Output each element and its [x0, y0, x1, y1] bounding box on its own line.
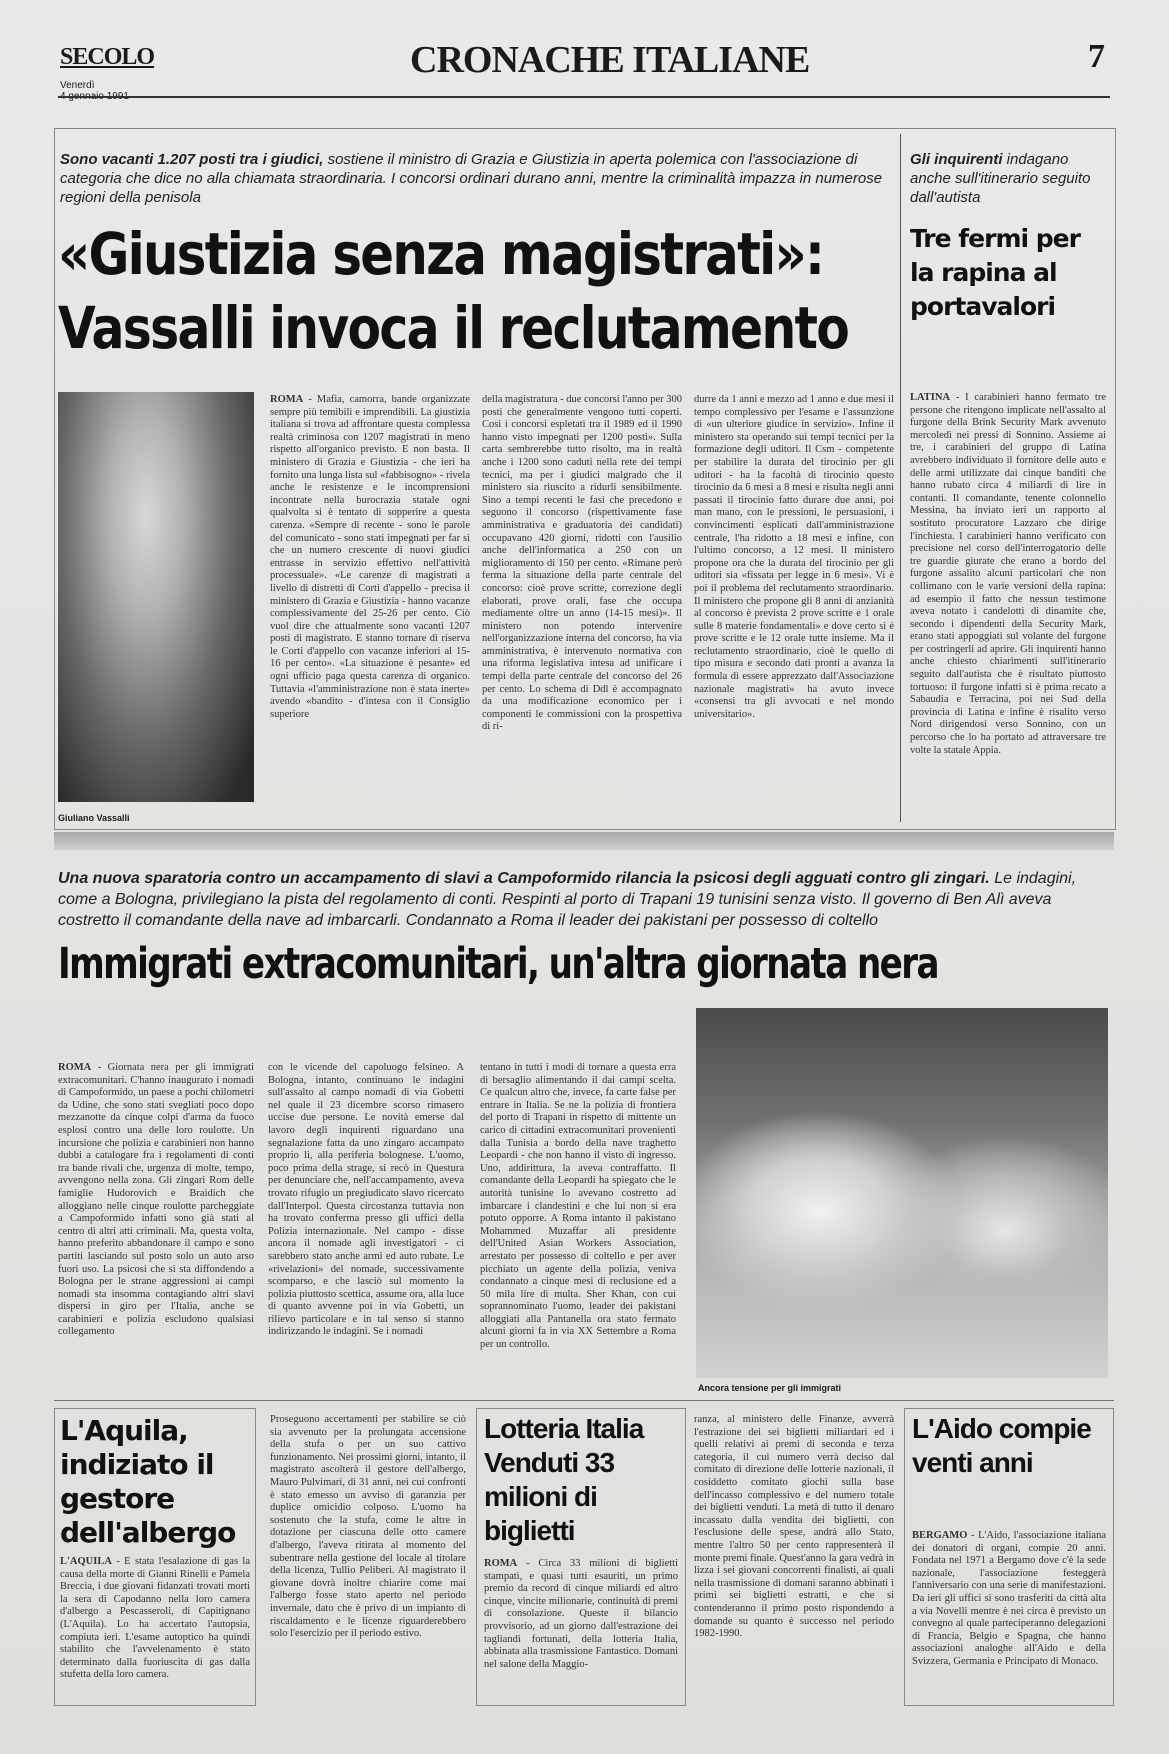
- story1-kicker: [60, 150, 900, 207]
- aquila-headline: L'Aquila, indiziato il gestore dell'albergo: [60, 1414, 236, 1549]
- story2-column-1-text: - Giornata nera per gli immigrati extracomunitari. C'hanno inaugurato i nomadi di Campoformido, un paese a pochi chilometri da Udine, che sono stati svegliati poco dopo mezzanotte da cinque colpi d'arma da fuoco esplosi contro una delle loro roulotte. Un incursione che polizia e carabinieri non hanno dubbi a catalogare fra i regolamenti di conti tra bande rivali che, urgenza di molte, tempo, avvengono nella zona. Gli zingari Rom delle famiglie Hudorovich e Braidich che alloggiano nelle cinque roulotte parcheggiate a Campoformido infatti sono già stati al centro di altri atti criminali. Ma, questa volta, hanno preferito abbandonare il campo e sono partiti lasciando sul posto solo un auto arso fuori uso. La psicosi che si sta diffondendo a Bologna per le strane aggressioni ai campi nomadi sta insomma contagiando altri slavi dispersi in giro per l'Italia, anche se carabinieri e polizia escludono qualsiasi collegamento: [58, 1062, 254, 1338]
- story1-headline-line1: «Giustizia senza magistrati»:: [58, 220, 824, 288]
- lotteria-body-text: - Circa 33 milioni di biglietti stampati, e quasi tutti esauriti, un primo premio da record di cinque miliardi ed altro cinque, vincite milionarie, continuità di premi di consolazione. Queste il bilancio provvisorio, ad un giorno dall'estrazione dei tagliandi fortunati, della lotteria Italia, abbinata alla trasmissione Fantastico. Domani nel salone della Maggio-: [484, 1558, 678, 1670]
- page-number: 7: [1088, 38, 1105, 75]
- side-kicker-bold: Gli inquirenti: [910, 151, 1003, 168]
- aquila-dateline: L'AQUILA: [60, 1556, 112, 1567]
- aquila-body: [60, 1556, 250, 1700]
- story1-side-divider: [900, 134, 901, 822]
- aido-body-text: - L'Aido, l'associazione italiana dei donatori di organi, compie 20 anni. Fondata nel 1971 a Bergamo dove c'è la sede nazionale, l'associazione festeggerà l'anniversario con una serie di manifestazioni. Da ieri gli uffici si sono trasferiti da città alta a via Novelli mentre è nei circa è previsto un convegno al quale parteciperanno delegazioni di Francia, Belgio e Spagna, che hanno associazioni analoghe all'Aido e della Svizzera, Germania e Principato di Monaco.: [912, 1530, 1106, 1667]
- side-body-text: - I carabinieri hanno fermato tre persone che ritengono implicate nell'assalto al furgone della Brink Security Mark avvenuto mercoledì nei pressi di Sonnino. Assieme ai tre, i carabinieri del gruppo di Latina avrebbero individuato il fornitore delle auto e delle armi utilizzate dai cinque banditi che hanno rubato circa 4 miliardi di lire in contanti. Il comandante, tenente colonnello Messina, ha inviato ieri un rapporto al sostituto procuratore Lazzaro che dirige l'inchiesta. I carabinieri hanno verificato con precisione nel corso dell'interrogatorio delle tre guardie giurate che erano a bordo del furgone assalito alcuni particolari che non collimano con le varie versioni della rapina: ad esempio il fatto che nessun testimone aveva notato i candelotti di dinamite che, secondo i dipendenti della Security Mark, erano stati appoggiati sul volante del furgone per costringerli ad aprire. Gli inquirenti hanno anche chiesto chiarimenti sull'itinerario seguito dall'autista che è risultato piuttosto tortuoso: il furgone infatti si è prima recato a Sabaudia e Terracina, poi nei Sud della provincia di Latina e infine è risalito verso Nord dirigendosi verso Sonnino, con un percorso che lo ha portato ad attraversare tre volte la statale Appia.: [910, 392, 1106, 756]
- story1-headline-line2: Vassalli invoca il reclutamento: [58, 294, 849, 362]
- story1-kicker-rest: sostiene il ministro di Grazia e Giustizia in aperta polemica con l'associazione di categoria che dice no alla chiamata straordinaria. I concorsi ordinari durano anni, mentre la criminalità impazza in numerose regioni della penisola: [60, 151, 883, 206]
- story1-column-1-text: - Mafia, camorra, bande organizzate sempre più temibili e imprendibili. La giustizia italiana si trova ad affrontare questa complessa realtà criminosa con 1207 magistrati in meno rispetto all'organico previsto. E non basta. Il ministero di Grazia e Giustizia - che ieri ha fornito una lunga lista sul «fabbisogno» - rivela anche le resistenze e le incomprensioni incontrate nella burocrazia statale ogni qualvolta si è tentato di sopperire a questa carenza. «Sempre di recente - sono le parole del comunicato - sono stati impegnati per far sì che un numero crescente di nuovi giudici entrasse in servizio effettivo nell'attività processuale». «Le carenze di magistrati a livello di distretti di Corti d'appello - precisa il ministero di Grazia e Giustizia - hanno vacanze complessivamente del 25-26 per cento. Ciò vuol dire che attualmente sono vacanti 1207 posti di magistrato. E stanno tornare di riserva le Corti d'appello con vacanze inferiori al 15-16 per cento». «La situazione è pesante» ed ogni ufficio paga questa carenza di organico. Tuttavia «l'amministrazione non è stata inerte» avendo «bandito - d'intesa con il Consiglio superiore: [270, 394, 470, 720]
- story2-column-1: [58, 1062, 254, 1384]
- aido-headline: L'Aido compie venti anni: [912, 1413, 1091, 1478]
- masthead-rule: [58, 96, 1110, 98]
- side-body: [910, 392, 1106, 818]
- aquila-body-2: Proseguono accertamenti per stabilire se ciò sia avvenuto per la prolungata accensione della stufa o per un suo cattivo funzionamento. Nei prossimi giorni, intanto, il magistrato ascolterà il gestore dell'albergo, Mauro Pulvimari, di 31 anni, nei cui confronti è stato emesso un avviso di garanzia per duplice omicidio colposo. L'uomo ha sostenuto che la stufa, come le altre in dotazione per ciascuna delle otto camere d'albergo, l'aveva ritirata al momento del subentrare nella gestione del locale al titolare della licenza, Tullio Peliberi. Al magistrato il giovane dovrà inoltre chiarire come mai l'albergo fosse stato aperto nel periodo invernale, dato che è privo di un impianto di riscaldamento e le licenze riguarderebbero solo l'esercizio per il periodo estivo.: [270, 1414, 466, 1640]
- vassalli-photo: [58, 392, 254, 802]
- story2-dateline: ROMA: [58, 1062, 92, 1073]
- issue-day: Venerdì: [60, 80, 95, 91]
- section-divider-band: [54, 832, 1114, 850]
- story1-dateline: ROMA: [270, 394, 304, 405]
- section-title: CRONACHE ITALIANE: [410, 39, 810, 81]
- lotteria-body-2: ranza, al ministero delle Finanze, avverrà l'estrazione dei sei biglietti miliardari ed i quelli relativi ai premi di seconda e terza categoria, il cui numero verrà deciso dal comitato di direzione delle lotterie nazionali, il cosiddetto comitato giochi sulla base dell'incasso complessivo e del numero totale dei biglietti venduti. La metà di tutto il denaro incassato dalla vendita dei biglietti, con l'esclusione delle spese, andrà allo Stato, mentre l'altro 50 per cento rappresenterà il monte premi finale. Quest'anno la gara vedrà in lizza i sei giovani concorrenti finalisti, ai quali nella trasmissione di domani saranno abbinati i primi sei biglietti estratti, e che si contenderanno il primo posto rispondendo a domande su quanto è successo nel periodo 1982-1990.: [694, 1414, 894, 1640]
- immigrants-caption: Ancora tensione per gli immigrati: [698, 1383, 842, 1393]
- story2-kicker-rest: Le indagini, come a Bologna, privilegiano la pista del regolamento di conti. Respinti al porto di Trapani 19 tunisini senza visto. Il governo di Ben Alì aveva costretto il comandante della nave ad imbarcarli. Condannato a Roma il leader dei pakistani per possesso di coltello: [58, 870, 1077, 929]
- lotteria-body: [484, 1558, 678, 1700]
- story1-column-1: [270, 394, 470, 822]
- newspaper-logo: SECOLO: [60, 44, 155, 70]
- story1-kicker-bold: Sono vacanti 1.207 posti tra i giudici,: [60, 151, 324, 168]
- lotteria-headline: Lotteria Italia Venduti 33 milioni di biglietti: [484, 1413, 644, 1546]
- story1-column-2: della magistratura - due concorsi l'anno per 300 posti che generalmente vengono tutti coperti. Così i concorsi espletati tra il 1989 ed il 1990 hanno visto impegnati per 1200 posti». Sulla carta sembrerebbe tutto risolto, ma in realtà anche i 1200 sono caduti nella rete dei tempi tecnici, ma per i giudici malgrado che il ministero sia riuscito a ridurli sensibilmente. Sino a tempi recenti le fasi che precedono e seguono il concorso (rispettivamente fase amministrativa e graduatoria dei candidati) occupavano 420 giorni, ridotti con l'ausilio anche dell'informatica a 250 con un miglioramento di 150 per cento. «Rimane però ferma la situazione della parte centrale del concorso: cioè prove scritte, correzione degli elaborati, prove orali, fase che occupa mediamente oltre un anno (14-15 mesi)». Il ministero non potendo intervenire nell'organizzazione interna del concorso, ha via amministrativa, è intervenuto normativa con una riforma legislativa intesa ad unificare i tempi della parte centrale del concorso del 26 per cento. Lo schema di Ddl è accompagnato da una modificazione economico per i componenti le commissioni con la prospettiva di ri-: [482, 394, 682, 733]
- bottom-rule: [54, 1400, 1114, 1401]
- aquila-body-text: - È stata l'esalazione di gas la causa della morte di Gianni Rinelli e Pamela Breccia, i due giovani fidanzati trovati morti la sera di Capodanno nella loro camera d'albergo a Pescasseroli, di Capitignano (L'Aquila). Lo ha accertato l'autopsia, compiuta ieri. L'esame autoptico ha quindi stabilito che l'avvelenamento è stato determinato dalla fuoriuscita di gas dalla stufetta della loro camera.: [60, 1556, 250, 1681]
- side-headline: Tre fermi per la rapina al portavalori: [910, 224, 1080, 321]
- story2-kicker-bold: Una nuova sparatoria contro un accampamento di slavi a Campoformido rilancia la psicosi degli agguati contro gli zingari.: [58, 870, 990, 887]
- side-kicker: [910, 150, 1100, 207]
- story2-kicker: [58, 868, 1108, 931]
- immigrants-photo: [696, 1008, 1108, 1378]
- story2-column-2: con le vicende del capoluogo felsineo. A Bologna, intanto, continuano le indagini sull'assalto al campo nomadi di via Gobetti nel quale il 23 dicembre scorso rimasero uccise due persone. Le novità emerse dal lavoro degli inquirenti riguardano una segnalazione fatta da uno zingaro accampato proprio lì, alla periferia bolognese. L'uomo, poco prima della strage, si recò in Questura per denunciare che, nell'accampamento, aveva trovato rifugio un pregiudicato slavo ricercato dall'Interpol. Questa circostanza tuttavia non ha trovato conferma presso gli uffici della Polizia internazionale. Nel campo - disse ancora il nomade agli investigatori - ci sarebbero stato anche armi ed auto rubate. Le «rivelazioni» del nomade, successivamente scomparso, e che lasciò sul momento la polizia piuttosto scettica, assume ora, alla luce di quanto avvenne poi in via Gobetti, un rilievo particolare e in tal senso si stanno indirizzando le indagini. Se i nomadi: [268, 1062, 464, 1338]
- story2-headline: Immigrati extracomunitari, un'altra giornata nera: [58, 939, 938, 989]
- side-dateline: LATINA: [910, 392, 951, 403]
- story2-column-3: tentano in tutti i modi di tornare a questa erra di bersaglio alimentando il dai campi scelta. Ce qualcun altro che, invece, fa carte false per entrare in Italia. Se ne la polizia di frontiera del porto di Trapani in rispetto di mittente un carico di cittadini extracomunitari provenienti dalla Tunisia a bordo della nave traghetto Leopardi - che non hanno il visto di ingresso. Uno, addirittura, la aveva contraffatto. Il comandante della Leopardi ha spiegato che le autorità tunisine lo avevano costretto ad imbarcare i clandestini e che lui non si era potuto opporre. A Roma intanto il pakistano Mohammed Muzaffar ali presidente dell'United Asian Workers Association, arrestato per possesso di coltello e per aver picchiato un agente della polizia, veniva condannato a cinque mesi di reclusione ed a 50 mila lire di multa. Sher Khan, con cui soprannominato l'uomo, leader dei pakistani alloggiati alla Pantanella ora stato fermato alcuni giorni fa in via XX Settembre a Roma per un controllo.: [480, 1062, 676, 1351]
- aido-body: [912, 1530, 1106, 1700]
- story1-column-3: durre da 1 anni e mezzo ad 1 anno e due mesi il tempo complessivo per l'esame e l'assunzione di «un ulteriore giudice in servizio». Infine il ministero sta operando sui tempi tecnici per la formazione degli uditori. Il Csm - competente per stabilire la durata del tirocinio per gli uditori - ha la facoltà di tirocinio questo tirocinio da 6 mesi a 8 mesi e risulta negli anni passati il tirocinio fatto durare due anni, poi man mano, con le pressioni, le persuasioni, i convincimenti esplicati dall'amministrazione centrale, l'ha ridotto a 18 mesi e infine, con l'ultimo concorso, a 12 mesi. Il ministero propone ora che la durata del tirocinio per gli uditori sia «fissata per legge in 6 mesi». Vi è poi il problema del reclutamento straordinario. Il ministero che propone gli 8 anni di anzianità al concorso è prevista 2 prove scritte e 1 orale sulle 8 materie fondamentali» e dove certo si è prove scritte e le 12 orale tutte insieme. Ma il reclutamento straordinario, cioè le quello di tipo misura e secondo dati pronti a avanza la formula di essere apprezzato dall'Associazione nazionale magistrati» ha avuto invece «consensi tra gli avvocati e nel mondo universitario».: [694, 394, 894, 720]
- vassalli-caption: Giuliano Vassalli: [58, 813, 130, 823]
- lotteria-dateline: ROMA: [484, 1558, 518, 1569]
- issue-date: [60, 80, 129, 102]
- aido-dateline: BERGAMO: [912, 1530, 968, 1541]
- side-kicker-rest: indagano anche sull'itinerario seguito dall'autista: [910, 151, 1091, 206]
